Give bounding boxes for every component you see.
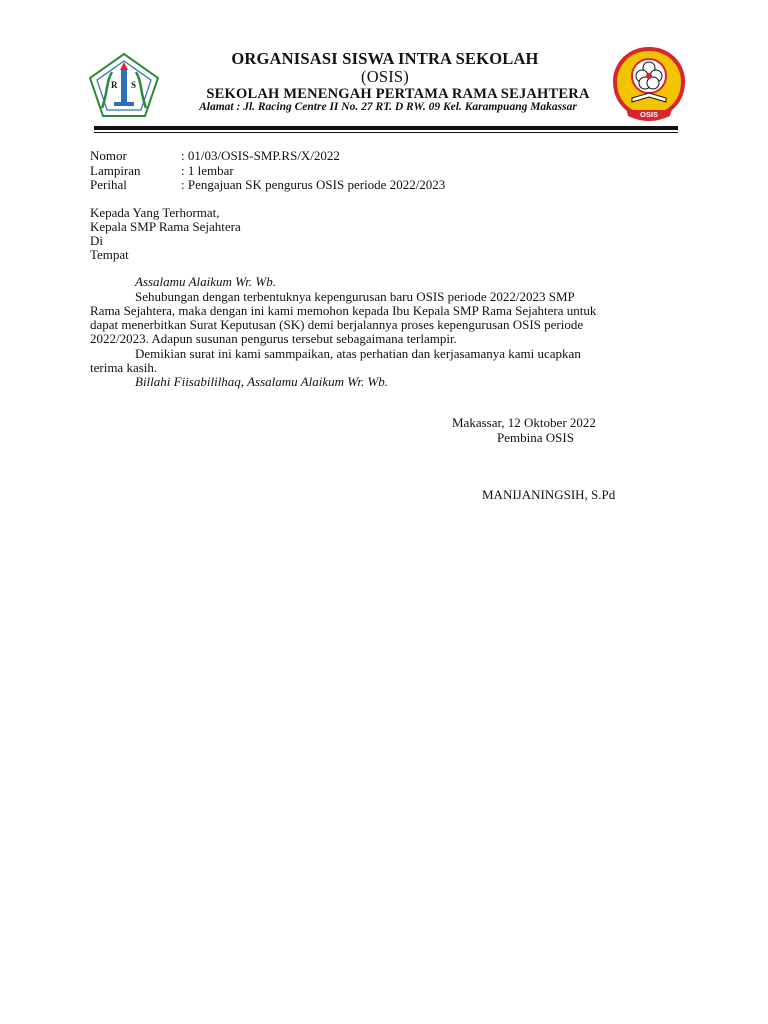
svg-text:S: S: [131, 80, 137, 90]
header-rule-thin: [94, 132, 678, 133]
school-logo: [88, 52, 160, 118]
closing: Billahi Fiisabililhaq, Assalamu Alaikum Wr. Wb.: [135, 374, 389, 389]
school-name: SEKOLAH MENENGAH PERTAMA RAMA SEJAHTERA: [206, 86, 590, 102]
signer-role: Pembina OSIS: [497, 430, 574, 445]
school-address: Alamat : Jl. Racing Centre II No. 27 RT. D RW. 09 Kel. Karampuang Makassar: [199, 101, 577, 113]
recipient-line: Kepala SMP Rama Sejahtera: [90, 219, 241, 234]
recipient-line: Kepada Yang Terhormat,: [90, 205, 220, 220]
paragraph-line: terima kasih.: [90, 360, 158, 375]
paragraph-line: 2022/2023. Adapun susunan pengurus tersebut sebagaimana terlampir.: [90, 331, 457, 346]
meta-value: : 1 lembar: [181, 163, 234, 178]
place-date: Makassar, 12 Oktober 2022: [452, 415, 596, 430]
meta-value: : Pengajuan SK pengurus OSIS periode 2022/2023: [181, 177, 446, 192]
recipient-line: Di: [90, 233, 103, 248]
header-rule-thick: [94, 126, 678, 130]
org-title: ORGANISASI SISWA INTRA SEKOLAH: [231, 49, 539, 68]
meta-label: Perihal: [90, 177, 127, 192]
osis-logo-text: OSIS: [640, 110, 658, 119]
osis-logo: [610, 46, 688, 122]
meta-label: Nomor: [90, 148, 127, 163]
signer-name: MANIJANINGSIH, S.Pd: [482, 487, 616, 502]
meta-label: Lampiran: [90, 163, 141, 178]
paragraph-line: dapat menerbitkan Surat Keputusan (SK) demi berjalannya proses kepengurusan OSIS periode: [90, 317, 584, 332]
meta-value: : 01/03/OSIS-SMP.RS/X/2022: [181, 148, 340, 163]
recipient-line: Tempat: [90, 247, 129, 262]
paragraph-line: Rama Sejahtera, maka dengan ini kami memohon kepada Ibu Kepala SMP Rama Sejahtera untuk: [90, 303, 597, 318]
svg-text:R: R: [111, 80, 118, 90]
paragraph-line: Demikian surat ini kami sammpaikan, atas perhatian dan kerjasamanya kami ucapkan: [135, 346, 581, 361]
greeting: Assalamu Alaikum Wr. Wb.: [135, 274, 276, 289]
org-short: (OSIS): [361, 67, 409, 86]
paragraph-line: Sehubungan dengan terbentuknya kepengurusan baru OSIS periode 2022/2023 SMP: [135, 289, 575, 304]
